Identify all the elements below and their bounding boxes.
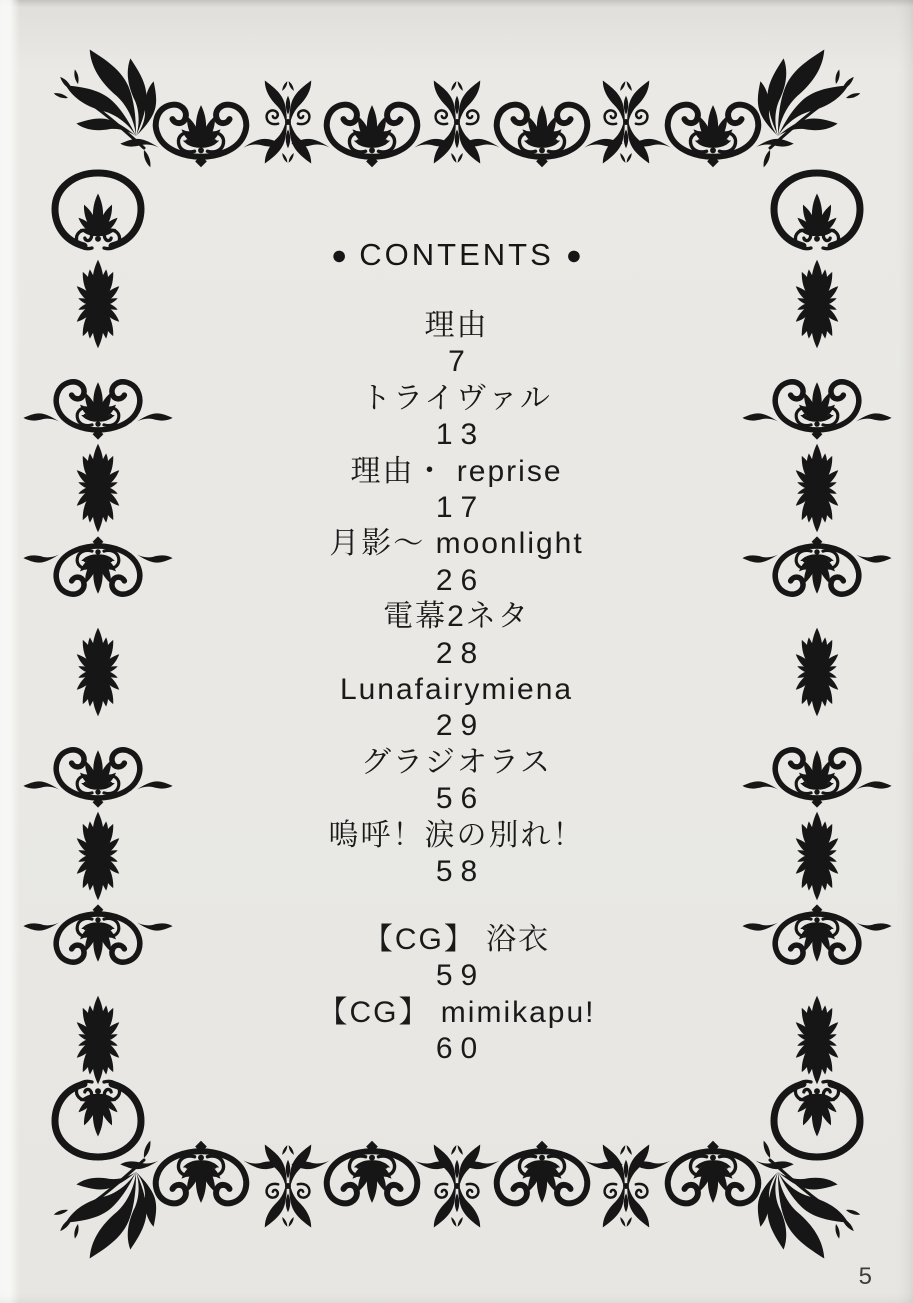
toc-entry-title: 理由 bbox=[424, 309, 489, 342]
title-bullet-right-icon: ● bbox=[565, 240, 583, 270]
toc-entry-title: トライヴァル bbox=[361, 381, 552, 415]
toc-entry-page: 7 bbox=[448, 345, 473, 379]
toc-entry-title: 電幕2ネタ bbox=[383, 600, 530, 634]
toc-entry-title: Lunafairymiena bbox=[339, 673, 574, 707]
toc-entry-title: 理由・ reprise bbox=[350, 454, 563, 488]
toc-entry-page: 60 bbox=[435, 1032, 486, 1066]
toc-entry-page: 17 bbox=[435, 491, 486, 525]
toc-entry-list bbox=[60, 308, 853, 891]
toc-entry-page: 29 bbox=[435, 709, 486, 743]
toc-entry-page: 59 bbox=[435, 959, 486, 993]
border-top bbox=[53, 49, 861, 168]
toc-cg-entry-list bbox=[60, 922, 853, 1068]
toc-entry-title: 【CG】 浴衣 bbox=[362, 923, 551, 956]
page-number: 5 bbox=[858, 1263, 873, 1290]
border-bottom bbox=[53, 1140, 861, 1259]
toc-entry-page: 26 bbox=[435, 563, 486, 597]
toc-entry-title: 嗚呼！涙の別れ！ bbox=[328, 818, 585, 852]
toc-entry-title: グラジオラス bbox=[360, 745, 553, 779]
toc-entry-page: 28 bbox=[435, 636, 486, 670]
contents-title bbox=[60, 237, 853, 273]
toc-entry-title: 月影～ moonlight bbox=[329, 527, 584, 561]
toc-entry-page: 58 bbox=[435, 855, 486, 889]
toc-entry-title: 【CG】 mimikapu! bbox=[317, 995, 596, 1029]
toc-entry-page: 56 bbox=[435, 782, 486, 816]
contents-title-text: CONTENTS bbox=[359, 237, 554, 272]
title-bullet-left-icon: ● bbox=[330, 240, 348, 270]
toc-entry-page: 13 bbox=[435, 418, 486, 452]
